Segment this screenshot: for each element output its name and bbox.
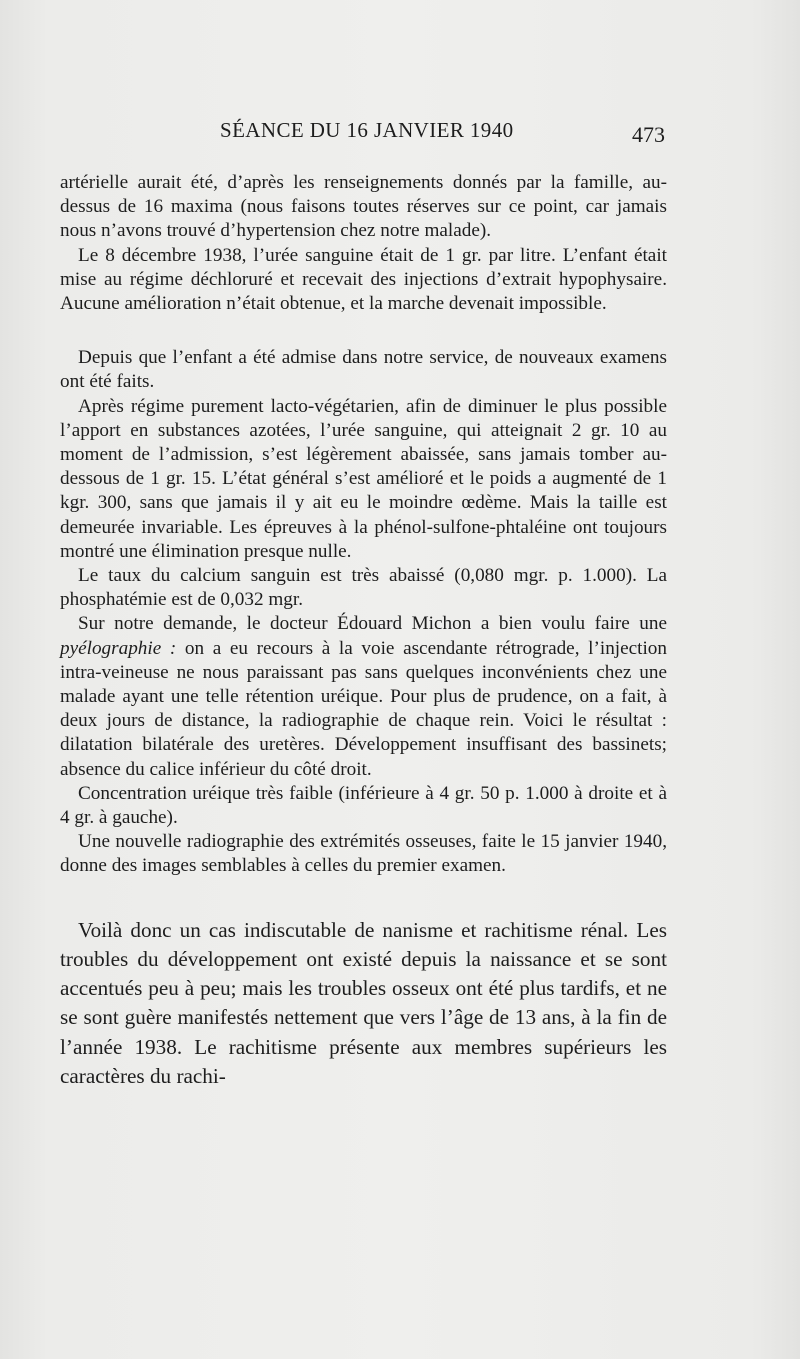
- main-text: [60, 171, 667, 1091]
- paragraph-gap-large: [60, 879, 667, 916]
- paragraph-8: Une nouvelle radiographie des extrémités osseuses, faite le 15 janvier 1940, donne des images semblables à celles du premier examen.: [60, 831, 667, 877]
- paragraph-2: Le 8 décembre 1938, l’urée sanguine était de 1 gr. par litre. L’enfant était mise au régime déchloruré et recevait des injections d’extrait hypophysaire. Aucune amélioration n’était obtenue, et la marche devenait impossible.: [60, 244, 667, 315]
- running-head: [60, 118, 665, 154]
- paragraph-6-text-start: Sur notre demande, le docteur Édouard Michon a bien voulu faire une: [78, 613, 667, 635]
- running-title: SÉANCE DU 16 JANVIER 1940: [220, 118, 514, 142]
- paragraph-gap: [60, 316, 667, 346]
- paragraph-1: artérielle aurait été, d’après les renseignements donnés par la famille, au-dessus de 16 maxima (nous faisons toutes réserves sur ce point, car jamais nous n’avons trouvé d’hypertension chez notre malade).: [60, 172, 667, 242]
- paragraph-3: Depuis que l’enfant a été admise dans notre service, de nouveaux examens ont été faits.: [60, 347, 667, 393]
- page-number: 473: [632, 122, 665, 147]
- paragraph-7: Concentration uréique très faible (inférieure à 4 gr. 50 p. 1.000 à droite et à 4 gr. à gauche).: [60, 782, 667, 829]
- paragraph-5: Le taux du calcium sanguin est très abaissé (0,080 mgr. p. 1.000). La phosphatémie est de 0,032 mgr.: [60, 565, 667, 611]
- paragraph-6-text-end: on a eu recours à la voie ascendante rétrograde, l’injection intra-veineuse ne nous paraissant pas sans quelques inconvénients chez une malade ayant une telle rétention uréique. Pour plus de prudence, on a fait, à deux jours de distance, la radiographie de chaque rein. Voici le résultat : dilatation bilatérale des uretères. Développement insuffisant des bassinets; absence du calice inférieur du côté droit.: [60, 637, 667, 780]
- paragraph-9: Voilà donc un cas indiscutable de nanisme et rachitisme rénal. Les troubles du développement ont existé depuis la naissance et se sont accentués peu à peu; mais les troubles osseux ont été plus tardifs, et ne se sont guère manifestés nettement que vers l’âge de 13 ans, à la fin de l’année 1938. Le rachitisme présente aux membres supérieurs les caractères du rachi-: [60, 917, 667, 1088]
- paragraph-6: [60, 612, 667, 781]
- paragraph-4: Après régime purement lacto-végétarien, afin de diminuer le plus possible l’apport en substances azotées, l’urée sanguine, qui atteignait 2 gr. 10 au moment de l’admission, s’est légèrement abaissée, sans jamais tomber au-dessous de 1 gr. 15. L’état général s’est amélioré et le poids a augmenté de 1 kgr. 300, sans que jamais il y ait eu le moindre œdème. Mais la taille est demeurée invariable. Les épreuves à la phénol-sulfone-phtaléine ont toujours montré une élimination presque nulle.: [60, 395, 667, 562]
- paragraph-6-italic: pyélographie :: [60, 637, 177, 659]
